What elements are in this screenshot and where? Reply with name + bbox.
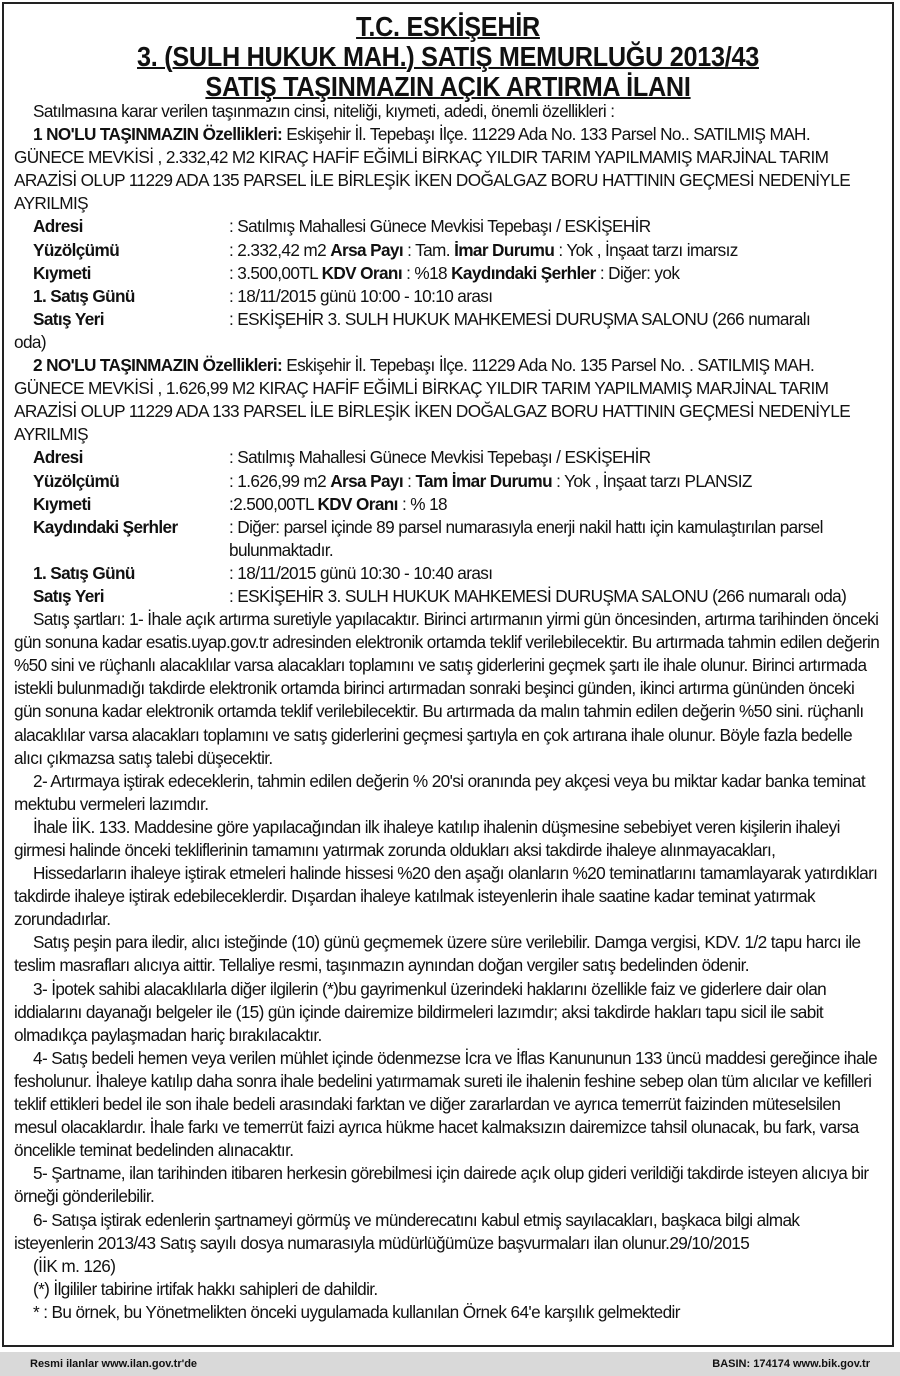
field-label: Yüzölçümü — [33, 470, 120, 491]
field-value — [229, 262, 880, 285]
property-field-row — [14, 516, 880, 562]
paragraph — [14, 354, 880, 446]
paragraph — [14, 608, 880, 770]
bold-text: Arsa Payı — [330, 239, 403, 260]
title-line: 3. (SULH HUKUK MAH.) SATIŞ MEMURLUĞU 2013/43 — [137, 41, 759, 72]
text-segment: : Yok , İnşaat tarzı imarsız — [554, 239, 738, 260]
paragraph — [14, 931, 880, 977]
text-segment: : — [402, 470, 416, 491]
field-label: Kıymeti — [33, 493, 91, 514]
field-value — [229, 215, 880, 238]
text-segment: Hissedarların ihaleye iştirak etmeleri halinde hissesi %20 den aşağı olanların %20 teminatlarını tamamlayarak yatırdıkları takdirde ihaleye iştirak edebileceklerdir. Dışardan ihaleye katılmak isteyenlerin ihale saatine kadar teminat yatırmak zorundadırlar. — [14, 863, 878, 930]
text-segment: Satış peşin para iledir, alıcı isteğinde (10) günü geçmemek üzere süre verilebilir. Damga vergisi, KDV. 1/2 tapu harcı ile teslim masrafları alıcıya aittir. Tellaliye resmi, taşınmazın aynından doğan vergiler satış bedelinden ödenir. — [14, 932, 861, 976]
property-field-row — [14, 308, 880, 331]
field-value — [229, 446, 880, 469]
title-line: SATIŞ TAŞINMAZIN AÇIK ARTIRMA İLANI — [205, 71, 691, 102]
text-segment: : 2.332,42 m2 — [229, 239, 331, 260]
text-segment: : 18/11/2015 günü 10:30 - 10:40 arası — [229, 562, 493, 583]
bold-text: 1 NO'LU TAŞINMAZIN Özellikleri: — [33, 124, 283, 145]
text-segment: İhale İİK. 133. Maddesine göre yapılacağından ilk ihaleye katılıp ihalenin düşmesine sebebiyet veren kişilerin ihaleyi girmesi halinde önceki tekliflerinin tamamını yatırmak zorunda oldukları aksi takdirde ihaleye alınmayacakları, — [14, 816, 840, 860]
text-segment: 5- Şartname, ilan tarihinden itibaren herkesin görebilmesi için dairede açık olup gideri verildiği takdirde isteyen alıcıya bir örneği gönderilebilir. — [14, 1163, 869, 1207]
text-segment: Eskişehir İl. Tepebaşı İlçe. 11229 Ada No. 135 Parsel No. . SATILMIŞ MAH. GÜNECE MEVKİSİ , 1.626,99 M2 KIRAÇ HAFİF EĞİMLİ BİRKAÇ YILDIR TARIM YAPILMAMIŞ MARJİNAL TARIM ARAZİSİ OLUP 11229 ADA 133 PARSEL İLE BİRLEŞİK İKEN DOĞALGAZ BORU HATTININ GEÇMESİ NEDENİYLE AYRILMIŞ — [14, 355, 851, 445]
text-segment: 6- Satışa iştirak edenlerin şartnameyi görmüş ve münderecatını kabul etmiş sayılacakları, başkaca bilgi almak isteyenlerin 2013/43 Satış sayılı dosya numarasıyla müdürlüğümüze başvurmaları ilan olunur.29/10/2015 — [14, 1209, 800, 1253]
paragraph — [14, 1301, 880, 1324]
field-label: 1. Satış Günü — [33, 285, 135, 306]
text-segment: : 18/11/2015 günü 10:00 - 10:10 arası — [229, 285, 493, 306]
notice-title — [4, 12, 892, 102]
paragraph — [14, 1047, 880, 1162]
footer-bar — [0, 1352, 900, 1376]
property-field-row — [14, 285, 880, 308]
text-segment: : Satılmış Mahallesi Günece Mevkisi Tepebaşı / ESKİŞEHİR — [229, 447, 651, 468]
property-field-row — [14, 562, 880, 585]
field-label: 1. Satış Günü — [33, 562, 135, 583]
text-segment: : Diğer: parsel içinde 89 parsel numarasıyla enerji nakil hattı için kamulaştırılan parsel bulunmaktadır. — [229, 516, 823, 560]
text-segment: 4- Satış bedeli hemen veya verilen mühlet içinde ödenmezse İcra ve İflas Kanununun 133 üncü maddesi gereğince ihale fesholunur. İhaleye katılıp daha sonra ihale bedelini yatırmamak sureti ile ihalenin feshine sebep olan tüm alıcılar ve kefilleri teklif ettikleri bedel ile son ihale bedeli arasındaki farktan ve diğer zararlardan ve ayrıca temerrüt faizinden müteselsilen mesul olacaklardır. İhale farkı ve temerrüt faizi ayrıca hükme hacet kalmaksızın dairemizce tahsil olunacak, bu fark, varsa öncelikle teminat bedelinden alınacaktır. — [14, 1047, 878, 1161]
paragraph — [14, 100, 880, 123]
paragraph — [14, 1209, 880, 1255]
footer-left: Resmi ilanlar www.ilan.gov.tr'de — [30, 1358, 198, 1370]
text-segment: (İİK m. 126) — [33, 1255, 116, 1276]
field-label: Yüzölçümü — [33, 239, 120, 260]
text-segment: : Tam. — [402, 239, 455, 260]
bold-text: KDV Oranı — [321, 262, 402, 283]
text-segment: Eskişehir İl. Tepebaşı İlçe. 11229 Ada No. 133 Parsel No.. SATILMIŞ MAH. GÜNECE MEVKİSİ , 2.332,42 M2 KIRAÇ HAFİF EĞİMLİ BİRKAÇ YILDIR TARIM YAPILMAMIŞ MARJİNAL TARIM ARAZİSİ OLUP 11229 ADA 135 PARSEL İLE BİRLEŞİK İKEN DOĞALGAZ BORU HATTININ GEÇMESİ NEDENİYLE AYRILMIŞ — [14, 124, 851, 214]
property-field-row — [14, 585, 880, 608]
paragraph — [14, 1255, 880, 1278]
notice-body — [14, 100, 880, 1324]
field-label: Kıymeti — [33, 262, 91, 283]
text-segment: : %18 — [401, 262, 452, 283]
text-segment: 3- İpotek sahibi alacaklılarla diğer ilgilerin (*)bu gayrimenkul üzerindeki haklarını özellikle faiz ve giderlere dair olan iddialarını dayanağı belgeler ile (15) gün içinde dairemize bildirmeleri lazımdır; aksi takdirde hakları tapu sicil ile sabit olmadıkça paylaşmadan hariç bırakılacaktır. — [14, 978, 827, 1045]
text-segment: : % 18 — [397, 493, 447, 514]
text-segment: oda) — [14, 331, 46, 352]
bold-text: Tam İmar Durumu — [415, 470, 552, 491]
text-segment: : ESKİŞEHİR 3. SULH HUKUK MAHKEMESİ DURUŞMA SALONU (266 numaralı — [229, 308, 811, 329]
paragraph — [14, 770, 880, 816]
field-value — [229, 285, 880, 308]
property-field-row — [14, 470, 880, 493]
field-value — [229, 308, 880, 331]
text-segment: Satılmasına karar verilen taşınmazın cinsi, niteliği, kıymeti, adedi, önemli özellikleri : — [33, 101, 615, 121]
bold-text: KDV Oranı — [317, 493, 398, 514]
property-field-row — [14, 239, 880, 262]
text-segment: : ESKİŞEHİR 3. SULH HUKUK MAHKEMESİ DURUŞMA SALONU (266 numaralı oda) — [229, 585, 847, 606]
paragraph — [14, 816, 880, 862]
field-label: Satış Yeri — [33, 308, 104, 329]
bold-text: 2 NO'LU TAŞINMAZIN Özellikleri: — [33, 355, 283, 376]
field-label: Satış Yeri — [33, 585, 104, 606]
bold-text: Kaydındaki Şerhler — [451, 262, 596, 283]
text-segment: Satış şartları: 1- İhale açık artırma suretiyle yapılacaktır. Birinci artırmanın yirmi gün öncesinden, artırma tarihinden önceki gün sonuna kadar esatis.uyap.gov.tr adresinden elektronik ortamda teklif verilebilecektir. Bu artırmada tahmin edilen değerin %50 sini ve rüçhanlı alacaklılar varsa alacakları toplamını ve satış giderlerini geçmek şartı ile ihale olunur. Birinci artırmada istekli bulunmadığı takdirde elektronik ortamda birinci artırmadan sonraki beşinci günden, ikinci artırma gününden önceki gün sonuna kadar elektronik ortamda teklif verilebilecektir. Bu artırmada da malın tahmin edilen değerin %50 sini. rüçhanlı alacaklılar varsa alacakları toplamını ve satış giderlerini geçmesi şartıyla en çok artırana ihale olunur. Böyle fazla bedelle alıcı çıkmazsa satış talebi düşecektir. — [14, 609, 880, 768]
paragraph — [14, 1162, 880, 1208]
title-line: T.C. ESKİŞEHİR — [356, 11, 540, 42]
text-segment: : Satılmış Mahallesi Günece Mevkisi Tepebaşı / ESKİŞEHİR — [229, 216, 651, 237]
paragraph — [14, 1278, 880, 1301]
property-field-row — [14, 262, 880, 285]
field-label: Kaydındaki Şerhler — [33, 516, 178, 537]
field-value — [229, 562, 880, 585]
text-segment: :2.500,00TL — [229, 493, 318, 514]
text-segment: : 1.626,99 m2 — [229, 470, 331, 491]
property-field-row — [14, 493, 880, 516]
text-segment: : 3.500,00TL — [229, 262, 322, 283]
paragraph — [14, 123, 880, 215]
text-segment: : Yok , İnşaat tarzı PLANSIZ — [551, 470, 752, 491]
field-label: Adresi — [33, 447, 83, 468]
paragraph — [14, 978, 880, 1047]
text-segment: : Diğer: yok — [595, 262, 680, 283]
bold-text: İmar Durumu — [454, 239, 555, 260]
field-value — [229, 239, 880, 262]
property-field-row — [14, 215, 880, 238]
property-field-row — [14, 446, 880, 469]
field-value — [229, 516, 880, 562]
field-label: Adresi — [33, 216, 83, 237]
paragraph — [14, 862, 880, 931]
text-segment: 2- Artırmaya iştirak edeceklerin, tahmin edilen değerin % 20'si oranında pey akçesi veya bu miktar kadar banka teminat mektubu vermeleri lazımdır. — [14, 770, 865, 814]
text-segment: (*) İlgililer tabirine irtifak hakkı sahipleri de dahildir. — [33, 1278, 378, 1299]
field-value — [229, 585, 880, 608]
field-value — [229, 493, 880, 516]
footer-right: BASIN: 174174 www.bik.gov.tr — [712, 1358, 870, 1370]
paragraph — [14, 331, 880, 354]
field-value — [229, 470, 880, 493]
bold-text: Arsa Payı — [330, 470, 403, 491]
text-segment: * : Bu örnek, bu Yönetmelikten önceki uygulamada kullanılan Örnek 64'e karşılık gelmektedir — [33, 1301, 680, 1322]
